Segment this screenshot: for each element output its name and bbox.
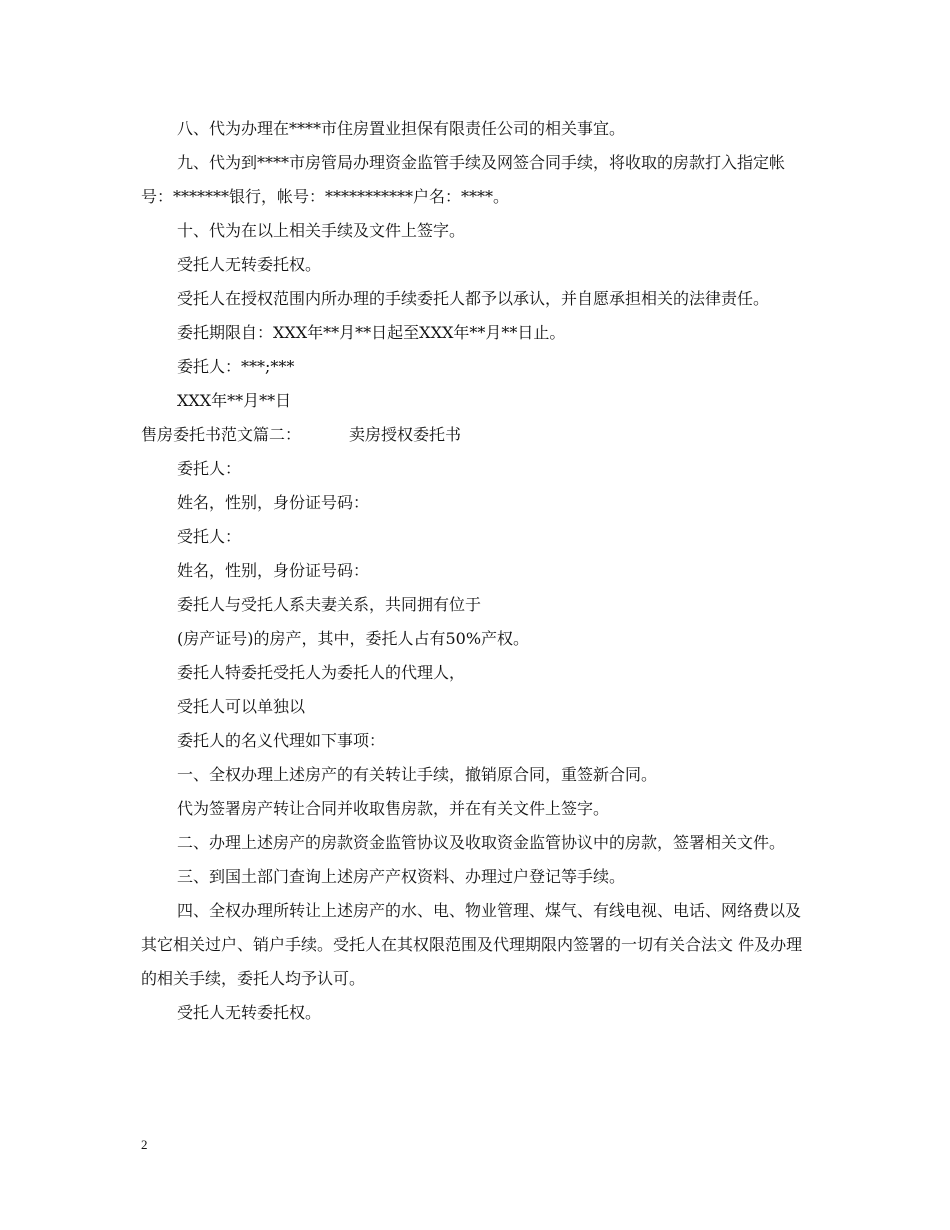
paragraph: 委托人特委托受托人为委托人的代理人， (177, 663, 466, 682)
paragraph: 二、办理上述房产的房款资金监管协议及收取资金监管协议中的房款，签署相关文件。 (177, 833, 786, 852)
document-body (141, 112, 811, 1030)
paragraph: 三、到国土部门查询上述房产产权资料、办理过户登记等手续。 (177, 867, 626, 886)
paragraph: 一、全权办理上述房产的有关转让手续，撤销原合同，重签新合同。 (177, 765, 658, 784)
paragraph: 八、代为办理在****市住房置业担保有限责任公司的相关事宜。 (177, 119, 626, 138)
paragraph-group-2 (141, 452, 811, 1030)
paragraph: 委托人： (177, 459, 242, 478)
paragraph: 姓名，性别，身份证号码： (177, 493, 370, 512)
paragraph: 受托人可以单独以 (177, 697, 306, 716)
paragraph: 九、代为到****市房管局办理资金监管手续及网签合同手续，将收取的房款打入指定帐号：*******银行，帐号：***********户名：****。 (141, 153, 786, 206)
page-number: 2 (141, 1137, 148, 1152)
paragraph: 受托人： (177, 527, 242, 546)
paragraph-group-1 (141, 112, 811, 418)
paragraph: 姓名，性别，身份证号码： (177, 561, 370, 580)
paragraph: 代为签署房产转让合同并收取售房款，并在有关文件上签字。 (177, 799, 610, 818)
paragraph: 受托人无转委托权。 (177, 255, 322, 274)
paragraph: 十、代为在以上相关手续及文件上签字。 (177, 221, 466, 240)
section-subtitle: 卖房授权委托书 (349, 425, 462, 444)
paragraph: (房产证号)的房产，其中，委托人占有50%产权。 (177, 629, 530, 648)
paragraph: 四、全权办理所转让上述房产的水、电、物业管理、煤气、有线电视、电话、网络费以及其它相关过户、销户手续。受托人在其权限范围及代理期限内签署的一切有关合法文 件及办理的相关手续，委托人均予认可。 (141, 901, 803, 988)
paragraph: 委托人的名义代理如下事项： (177, 731, 386, 750)
paragraph: 委托人：***;*** (177, 357, 295, 376)
paragraph: 委托期限自：XXX年**月**日起至XXX年**月**日止。 (177, 323, 566, 342)
section-heading (141, 418, 811, 452)
paragraph: 受托人在授权范围内所办理的手续委托人都予以承认，并自愿承担相关的法律责任。 (177, 289, 770, 308)
paragraph: XXX年**月**日 (177, 391, 292, 410)
paragraph: 受托人无转委托权。 (177, 1003, 322, 1022)
section-title: 售房委托书范文篇二： (141, 425, 302, 444)
paragraph: 委托人与受托人系夫妻关系，共同拥有位于 (177, 595, 482, 614)
